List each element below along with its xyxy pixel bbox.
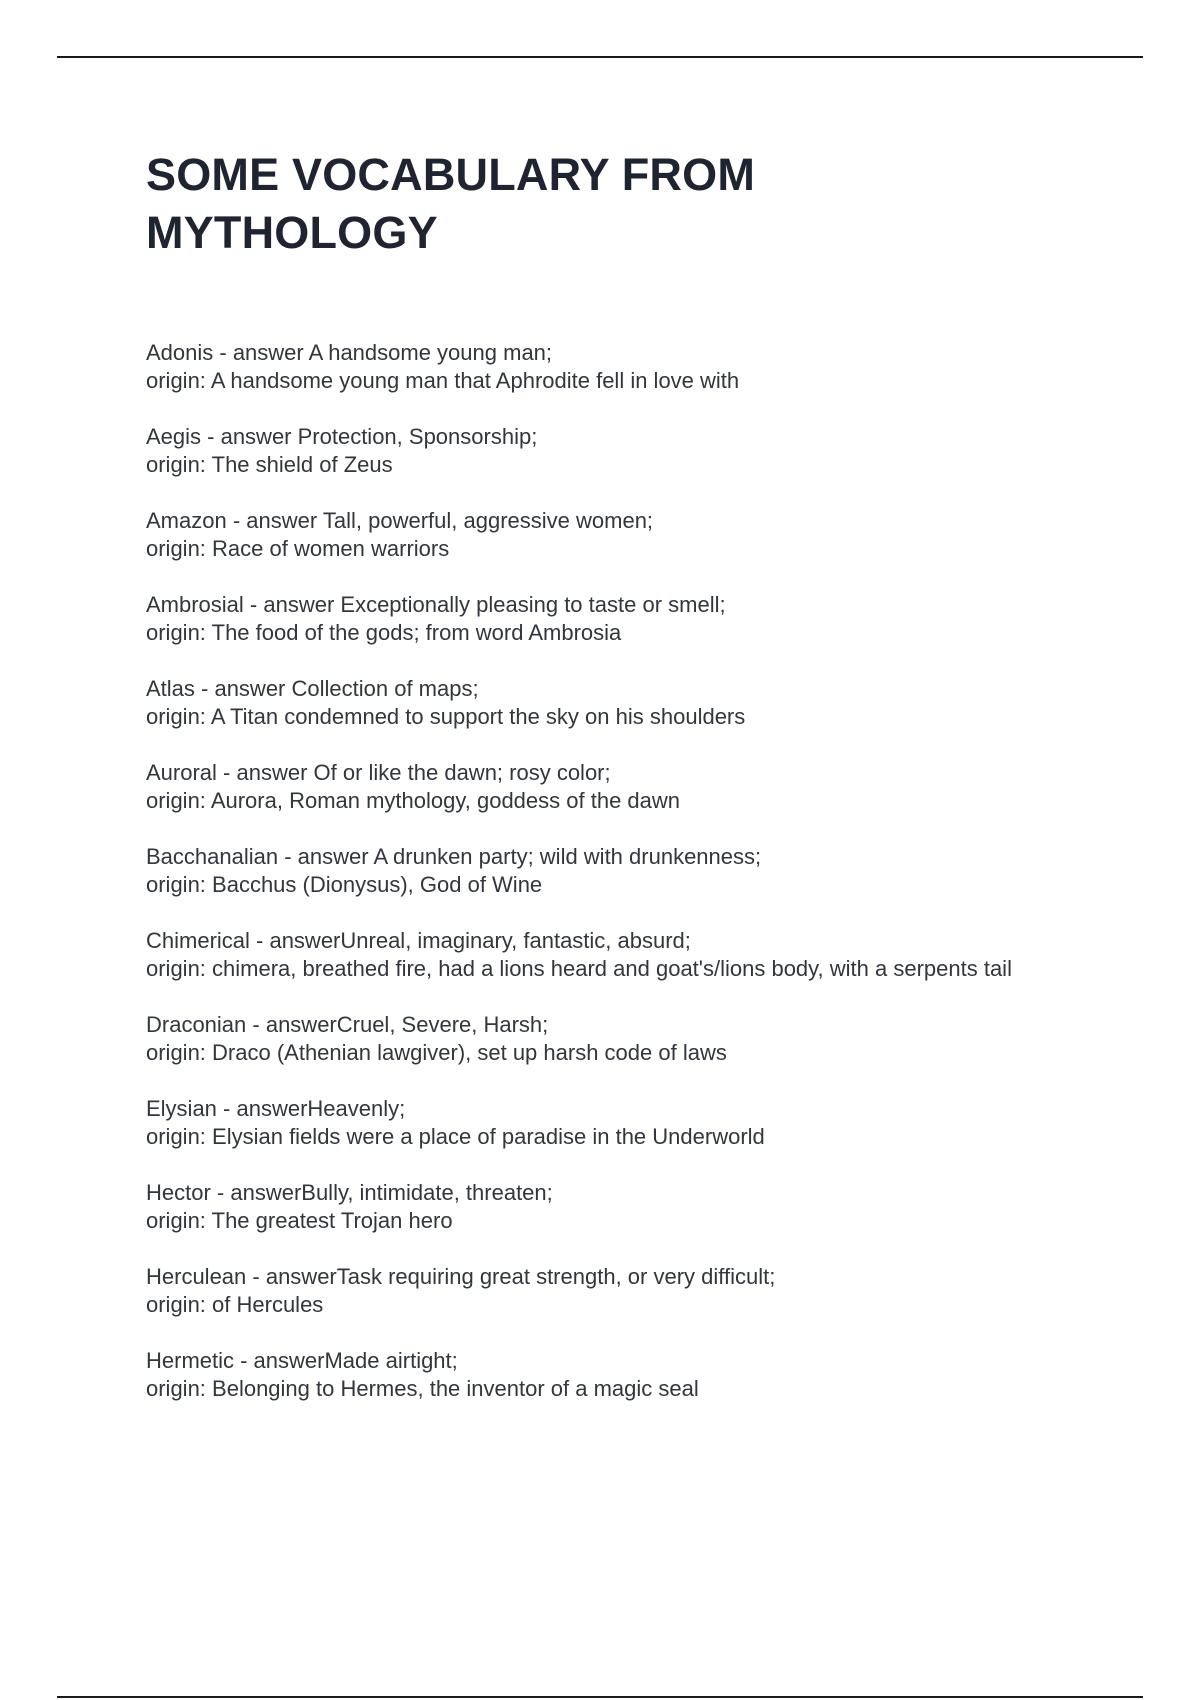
vocabulary-entry — [146, 675, 1086, 731]
vocabulary-entry — [146, 423, 1086, 479]
entry-origin-line: origin: The greatest Trojan hero — [146, 1208, 453, 1233]
vocabulary-list — [146, 339, 1086, 1431]
entry-term-line: Bacchanalian - answer A drunken party; wild with drunkenness; — [146, 844, 762, 869]
entry-term-line: Chimerical - answerUnreal, imaginary, fantastic, absurd; — [146, 928, 691, 953]
entry-origin-line: origin: Draco (Athenian lawgiver), set up harsh code of laws — [146, 1040, 727, 1065]
entry-term-line: Auroral - answer Of or like the dawn; rosy color; — [146, 760, 611, 785]
entry-origin-line: origin: Race of women warriors — [146, 536, 450, 561]
entry-term-line: Amazon - answer Tall, powerful, aggressive women; — [146, 508, 654, 533]
vocabulary-entry — [146, 843, 1086, 899]
entry-origin-line: origin: chimera, breathed fire, had a lions heard and goat's/lions body, with a serpents tail — [146, 956, 1012, 981]
entry-term-line: Draconian - answerCruel, Severe, Harsh; — [146, 1012, 549, 1037]
entry-term-line: Ambrosial - answer Exceptionally pleasing to taste or smell; — [146, 592, 726, 617]
vocabulary-entry — [146, 1011, 1086, 1067]
bottom-rule — [57, 1696, 1143, 1698]
vocabulary-entry — [146, 1095, 1086, 1151]
entry-origin-line: origin: Aurora, Roman mythology, goddess of the dawn — [146, 788, 681, 813]
entry-term-line: Adonis - answer A handsome young man; — [146, 340, 553, 365]
vocabulary-entry — [146, 339, 1086, 395]
page-title: SOME VOCABULARY FROM MYTHOLOGY — [146, 149, 756, 258]
vocabulary-entry — [146, 507, 1086, 563]
top-rule — [57, 56, 1143, 58]
entry-origin-line: origin: Bacchus (Dionysus), God of Wine — [146, 872, 543, 897]
entry-term-line: Aegis - answer Protection, Sponsorship; — [146, 424, 538, 449]
vocabulary-entry — [146, 1263, 1086, 1319]
entry-term-line: Herculean - answerTask requiring great strength, or very difficult; — [146, 1264, 776, 1289]
entry-origin-line: origin: A handsome young man that Aphrodite fell in love with — [146, 368, 740, 393]
vocabulary-entry — [146, 591, 1086, 647]
entry-origin-line: origin: A Titan condemned to support the sky on his shoulders — [146, 704, 746, 729]
entry-term-line: Hector - answerBully, intimidate, threaten; — [146, 1180, 553, 1205]
entry-origin-line: origin: The food of the gods; from word Ambrosia — [146, 620, 622, 645]
vocabulary-entry — [146, 927, 1086, 983]
entry-term-line: Atlas - answer Collection of maps; — [146, 676, 479, 701]
entry-term-line: Hermetic - answerMade airtight; — [146, 1348, 458, 1373]
entry-origin-line: origin: of Hercules — [146, 1292, 324, 1317]
vocabulary-entry — [146, 759, 1086, 815]
entry-origin-line: origin: The shield of Zeus — [146, 452, 393, 477]
vocabulary-entry — [146, 1179, 1086, 1235]
entry-origin-line: origin: Belonging to Hermes, the inventor of a magic seal — [146, 1376, 699, 1401]
entry-origin-line: origin: Elysian fields were a place of paradise in the Underworld — [146, 1124, 765, 1149]
entry-term-line: Elysian - answerHeavenly; — [146, 1096, 406, 1121]
vocabulary-entry — [146, 1347, 1086, 1403]
